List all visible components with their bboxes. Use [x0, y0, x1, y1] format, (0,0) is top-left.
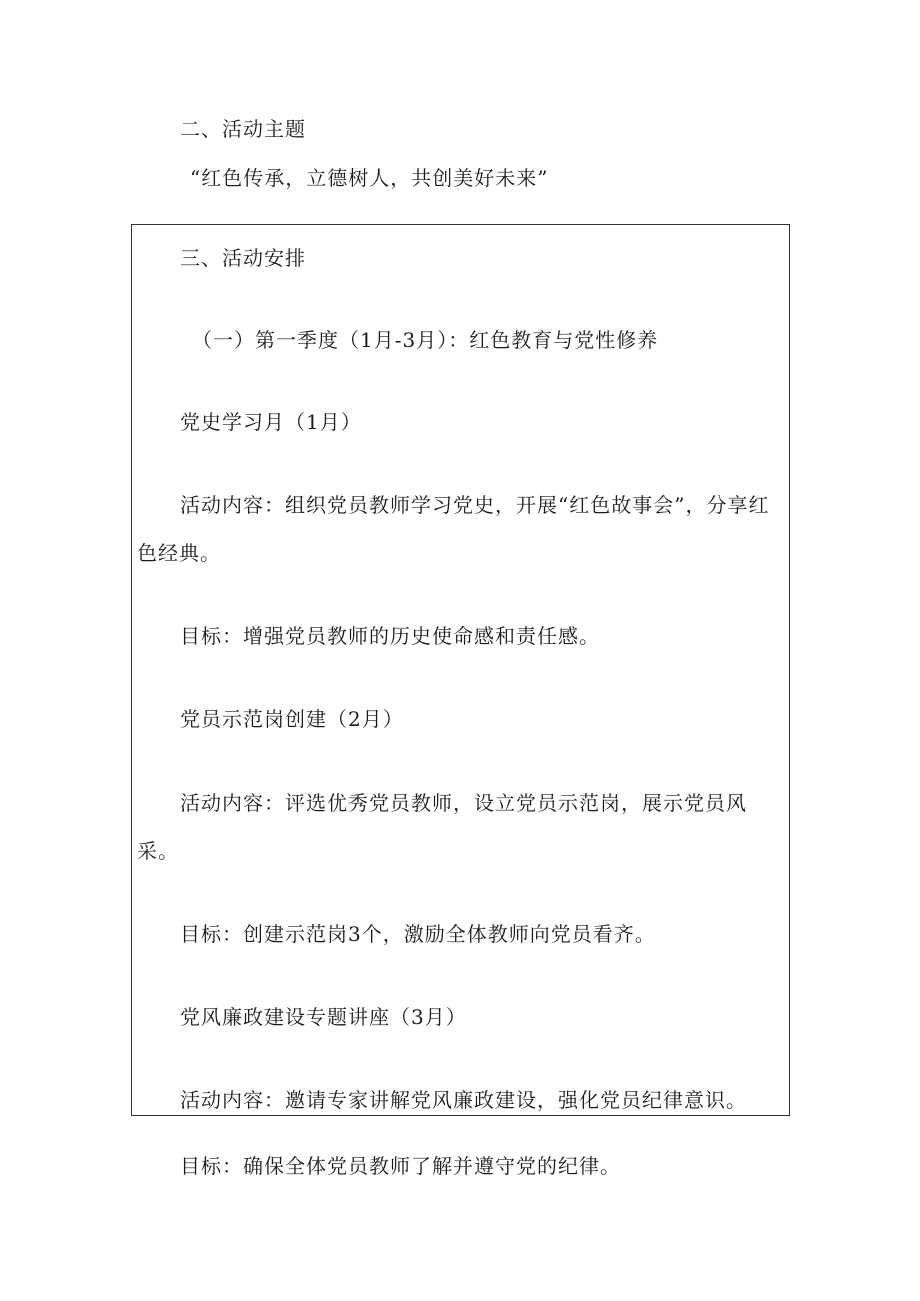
activity-title: 党风廉政建设专题讲座（3月）	[180, 1005, 467, 1029]
arrangement-box	[131, 224, 790, 1116]
activity-content-continued: 采。	[137, 839, 179, 863]
activity-title: 党史学习月（1月）	[180, 410, 362, 434]
activity-content: 活动内容：评选优秀党员教师，设立党员示范岗，展示党员风	[180, 791, 747, 815]
activity-goal: 目标：创建示范岗3个，激励全体教师向党员看齐。	[180, 922, 656, 946]
activity-goal: 目标：增强党员教师的历史使命感和责任感。	[180, 624, 600, 648]
activity-content-continued: 色经典。	[137, 541, 221, 565]
section-heading-theme: 二、活动主题	[180, 117, 306, 141]
theme-slogan: “红色传承，立德树人，共创美好未来”	[190, 166, 549, 190]
activity-content: 活动内容：邀请专家讲解党风廉政建设，强化党员纪律意识。	[180, 1088, 747, 1112]
activity-title: 党员示范岗创建（2月）	[180, 707, 404, 731]
section-heading-arrangement: 三、活动安排	[180, 246, 306, 270]
quarter1-title: （一）第一季度（1月-3月）：红色教育与党性修养	[192, 328, 659, 352]
activity-content: 活动内容：组织党员教师学习党史，开展“红色故事会”，分享红	[180, 493, 770, 517]
activity-goal: 目标：确保全体党员教师了解并遵守党的纪律。	[180, 1154, 621, 1178]
